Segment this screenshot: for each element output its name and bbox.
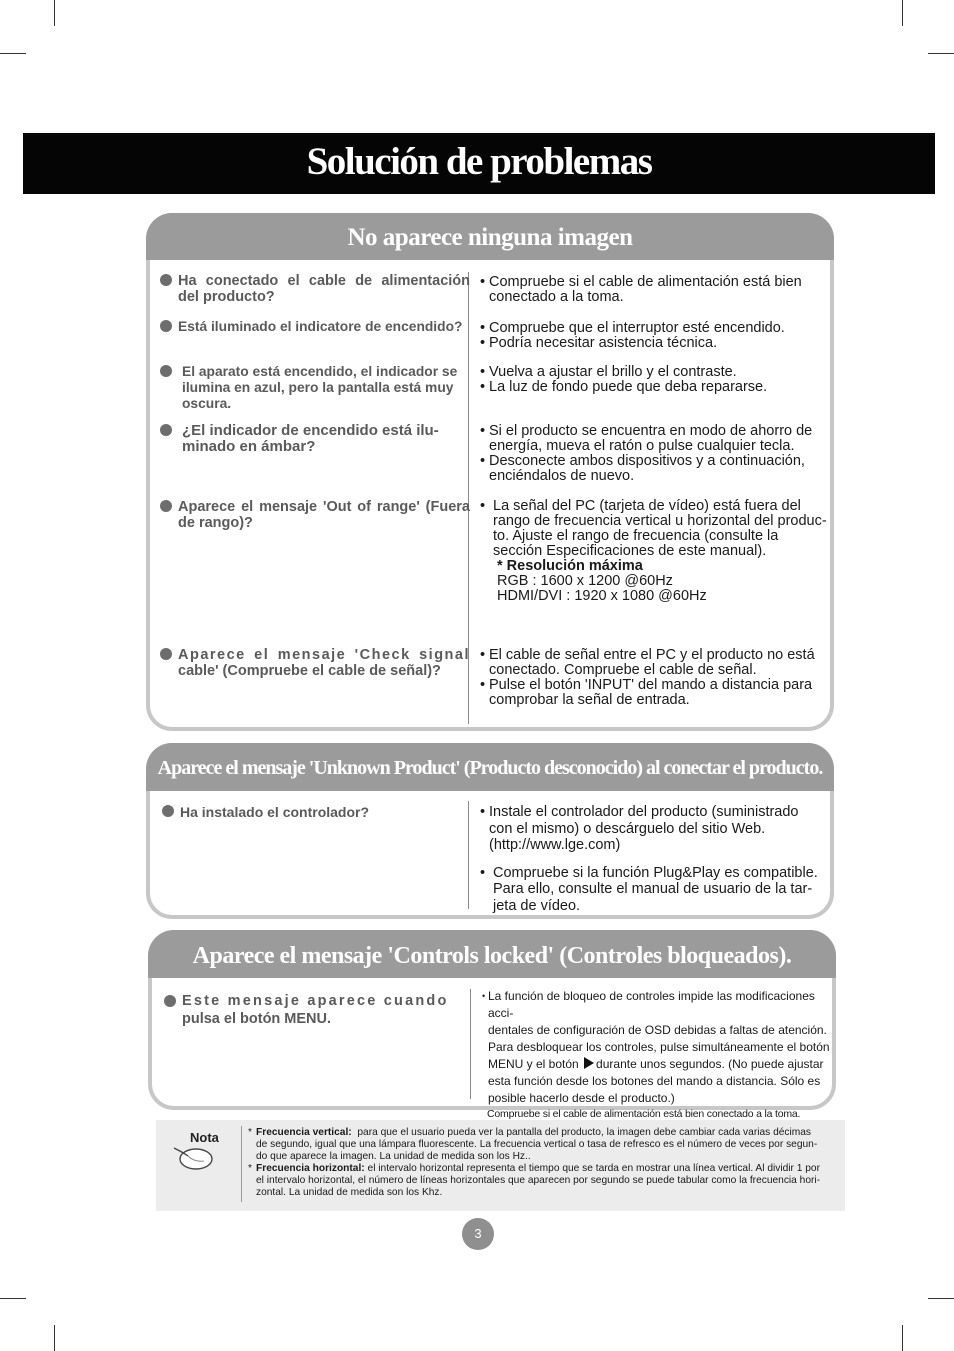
- crop-mark: [0, 53, 26, 54]
- answer-item: [480, 275, 830, 305]
- bullet-dot: [160, 274, 172, 286]
- resolution-line: HDMI/DVI : 1920 x 1080 @60Hz: [497, 588, 707, 604]
- note-item: [248, 1127, 838, 1163]
- answer-line: La luz de fondo puede que deba repararse.: [489, 379, 768, 395]
- answer-item: [480, 678, 830, 708]
- bullet: •: [480, 498, 486, 514]
- asterisk: *: [248, 1127, 252, 1138]
- answer-line: durante unos segundos. (No puede ajustar: [596, 1057, 824, 1071]
- question: [160, 423, 470, 455]
- question: [164, 992, 454, 1028]
- bullet: •: [480, 864, 486, 881]
- question-text: Ha conectado el cable de alimentación: [178, 273, 470, 289]
- bullet: •: [480, 364, 486, 380]
- answer-line: energía, mueva el ratón o pulse cualquier tecla.: [489, 438, 795, 454]
- question: [160, 647, 470, 679]
- note-line: de segundo, igual que una lámpara fluorescente. La frecuencia vertical o tasa de refresco es el número de veces por segun-: [256, 1139, 818, 1150]
- section-no-image: [146, 213, 834, 731]
- answer-line: to. Ajuste el rango de frecuencia (consulte la: [493, 528, 779, 544]
- note-line: zontal. La unidad de medida son los Khz.: [256, 1187, 443, 1198]
- question-text: Aparece el mensaje 'Check signal: [178, 647, 470, 663]
- hand-pointer-icon: [170, 1142, 216, 1177]
- bullet: •: [480, 677, 486, 693]
- bullet-dot: [160, 365, 172, 377]
- answer-line: conectado a la toma.: [489, 289, 624, 305]
- bullet-dot: [160, 424, 172, 436]
- note-box: [156, 1120, 845, 1211]
- bullet: •: [480, 647, 486, 663]
- answer-item: [482, 988, 838, 1022]
- bullet-dot: [162, 805, 174, 817]
- question: [162, 804, 462, 820]
- answer-item: [480, 454, 830, 484]
- answer: [480, 804, 830, 914]
- answer-line: esta función desde los botones del mando a distancia. Sólo es: [488, 1074, 821, 1088]
- answer-line: Compruebe si la función Plug&Play es compatible.: [493, 864, 818, 881]
- note-label: Nota: [190, 1130, 219, 1145]
- crop-mark: [928, 1298, 954, 1299]
- crop-mark: [902, 0, 903, 26]
- bullet-dot: [160, 500, 172, 512]
- answer-footer: Compruebe si el cable de alimentación está bien conectado a la toma.: [487, 1108, 801, 1120]
- bullet: •: [480, 379, 486, 395]
- crop-mark: [54, 1325, 55, 1351]
- answer-item: [480, 424, 830, 454]
- bullet-dot: [160, 320, 172, 332]
- bullet: •: [480, 320, 486, 336]
- bullet-dot: [160, 648, 172, 660]
- answer-line: con el mismo) o descárguelo del sitio Web.: [489, 820, 766, 837]
- answer-line: (http://www.lge.com): [489, 837, 621, 853]
- bullet: •: [480, 335, 486, 351]
- bullet: •: [480, 274, 486, 290]
- question: [160, 273, 470, 305]
- answer-line: Para desbloquear los controles, pulse simultáneamente el botón: [488, 1040, 830, 1054]
- section-unknown-product: [146, 743, 834, 919]
- answer-item: [480, 336, 830, 351]
- answer-line: Para ello, consulte el manual de usuario de la tar-: [493, 881, 813, 897]
- answer: [480, 365, 830, 395]
- question-text: pulsa el botón MENU.: [182, 1011, 332, 1027]
- section-header: [146, 213, 834, 260]
- title-bar: [23, 133, 935, 194]
- question-text: Aparece el mensaje 'Out of range' (Fuera: [178, 499, 470, 515]
- section-header-text: No aparece ninguna imagen: [347, 224, 633, 251]
- answer-line: sección Especificaciones de este manual).: [493, 543, 767, 559]
- bullet: •: [480, 453, 486, 469]
- answer-line: rango de frecuencia vertical u horizontal del produc-: [493, 513, 827, 529]
- answer-line: Compruebe si el cable de alimentación está bien: [489, 274, 802, 290]
- crop-mark: [902, 1325, 903, 1351]
- question-text: ¿El indicador de encendido está ilu-: [182, 422, 439, 439]
- answer-line: Compruebe que el interruptor esté encendido.: [489, 320, 785, 336]
- section-controls-locked: [148, 930, 836, 1120]
- answer-line: Desconecte ambos dispositivos y a continuación,: [489, 453, 805, 469]
- question-text: Ha instalado el controlador?: [180, 804, 370, 820]
- question-text: minado en ámbar?: [182, 438, 316, 455]
- note-line: el intervalo horizontal representa el tiempo que se tarda en mostrar una línea vertical. Al dividir 1 por: [367, 1163, 820, 1174]
- answer: [480, 499, 830, 604]
- note-line: do que aparece la imagen. La unidad de medida son los Hz..: [256, 1151, 531, 1162]
- crop-mark: [54, 0, 55, 26]
- answer-line: jeta de vídeo.: [493, 897, 581, 914]
- answer-line: Podría necesitar asistencia técnica.: [489, 335, 718, 351]
- answer-line: MENU y el botón: [488, 1057, 579, 1071]
- column-divider: [470, 989, 471, 1099]
- crop-mark: [0, 1298, 26, 1299]
- answer-line: conectado. Compruebe el cable de señal.: [489, 662, 757, 678]
- asterisk: *: [248, 1163, 252, 1174]
- answer-line: La función de bloqueo de controles impide las modificaciones acci-: [488, 989, 815, 1020]
- answer-line: posible hacerlo desde el producto.): [488, 1091, 675, 1105]
- bullet: •: [480, 423, 486, 439]
- answer-line: Pulse el botón 'INPUT' del mando a distancia para: [489, 677, 813, 693]
- note-item: [248, 1163, 838, 1199]
- bullet: •: [482, 991, 486, 1001]
- answer-line: dentales de configuración de OSD debidas a faltas de atención.: [488, 1023, 827, 1037]
- answer-line: comprobar la señal de entrada.: [489, 692, 690, 708]
- answer-line: enciéndalos de nuevo.: [489, 468, 635, 484]
- answer-item: [480, 499, 830, 559]
- answer: [482, 988, 838, 1122]
- question: [160, 499, 470, 531]
- note-line: el intervalo horizontal, el número de líneas horizontales que aparecen por segundo se puede tabular como la frecuencia hori-: [256, 1175, 821, 1186]
- answer-line: Vuelva a ajustar el brillo y el contraste.: [489, 364, 737, 380]
- bullet: •: [480, 804, 486, 820]
- question-text: de rango)?: [178, 515, 253, 531]
- section-header: [148, 930, 836, 978]
- section-header-text: Aparece el mensaje 'Controls locked' (Controles bloqueados).: [192, 943, 792, 969]
- answer: [480, 275, 830, 305]
- answer-item: [480, 865, 830, 915]
- column-divider: [468, 801, 469, 909]
- answer-line: Instale el controlador del producto (suministrado: [489, 804, 799, 820]
- question: [160, 364, 470, 412]
- question-text: Este mensaje aparece cuando: [182, 993, 449, 1009]
- note-term: Frecuencia horizontal:: [256, 1163, 365, 1174]
- answer-item: [480, 380, 830, 395]
- right-triangle-icon: [584, 1057, 594, 1069]
- answer: [480, 648, 830, 708]
- question-text: oscura.: [182, 396, 232, 411]
- question: [160, 319, 470, 335]
- answer-item: [480, 321, 830, 336]
- note-term: Frecuencia vertical:: [256, 1127, 352, 1138]
- section-header-text: Aparece el mensaje 'Unknown Product' (Producto desconocido) al conectar el producto.: [157, 757, 823, 779]
- crop-mark: [928, 53, 954, 54]
- note-text: [248, 1127, 838, 1199]
- answer-item: [480, 648, 830, 678]
- bullet-dot: [164, 995, 176, 1007]
- note-separator: [241, 1126, 242, 1202]
- answer: [480, 424, 830, 484]
- question-text: El aparato está encendido, el indicador se: [182, 364, 458, 379]
- answer-line: La señal del PC (tarjeta de vídeo) está fuera del: [493, 498, 801, 514]
- answer-item: [480, 365, 830, 380]
- max-resolution-heading: * Resolución máxima: [497, 558, 643, 574]
- answer-line: Si el producto se encuentra en modo de ahorro de: [489, 423, 813, 439]
- resolution-line: RGB : 1600 x 1200 @60Hz: [497, 573, 673, 589]
- answer-line: El cable de señal entre el PC y el producto no está: [489, 647, 815, 663]
- question-text: del producto?: [178, 289, 275, 305]
- page-title: Solución de problemas: [306, 140, 652, 183]
- question-text: Está iluminado el indicatore de encendido?: [178, 319, 463, 334]
- page-number: 3: [462, 1218, 494, 1250]
- answer: [480, 321, 830, 351]
- note-line: para que el usuario pueda ver la pantalla del producto, la imagen debe cambiar cada varias décimas: [357, 1127, 811, 1138]
- answer-item: [480, 804, 830, 854]
- section-header: [146, 743, 834, 791]
- question-text: ilumina en azul, pero la pantalla está muy: [182, 380, 454, 395]
- answer-line: [482, 1056, 838, 1073]
- question-text: cable' (Compruebe el cable de señal)?: [178, 663, 441, 679]
